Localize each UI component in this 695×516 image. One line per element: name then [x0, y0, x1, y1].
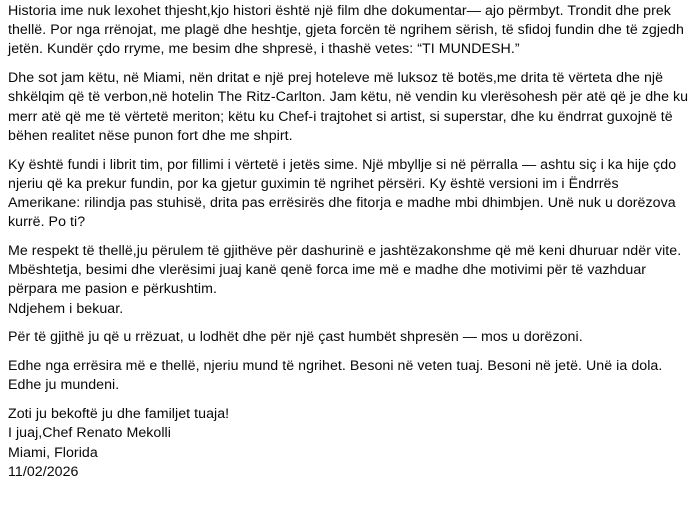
paragraph-line: Edhe nga errësira më e thellë, njeriu mund të ngrihet. Besoni në veten tuaj. Besoni në jetë. Unë ia dola. Edhe ju mundeni. — [8, 358, 663, 394]
signature-date: 11/02/2026 — [8, 463, 79, 480]
paragraph-signature — [8, 405, 689, 482]
paragraph-line: Dhe sot jam këtu, në Miami, nën dritat e një prej hoteleve më luksoz të botës,me drita të vërteta dhe një shkëlqim që të verbon,në hotelin The Ritz-Carlton. Jam këtu, në vendin ku vlerësohesh për atë që je dhe ku merr atë që me të vërtetë meriton; këtu ku Chef-i trajtohet si artist, si superstar, dhe ku ëndrrat guxojnë të bëhen realitet nëse punon fort dhe me shpirt. — [8, 70, 689, 144]
paragraph-line: Për të gjithë ju që u rrëzuat, u lodhët dhe për një çast humbët shpresën — mos u dorëzoni. — [8, 329, 583, 346]
paragraph-miami-ritz — [8, 69, 689, 146]
paragraph-end-of-book — [8, 156, 689, 233]
paragraph-line: Ky është fundi i librit tim, por fillimi i vërtetë i jetës sime. Një mbyllje si në përralla — ashtu siç i ka hije çdo njeriu që ka prekur fundin, por ka gjetur guximin të ngrihet përsëri. Ky është versioni im i Ëndrrës Amerikane: rilindja pas stuhisë, drita pas errësirës dhe fitorja e madhe mbi dhimbjen. Unë nuk u dorëzova kurrë. Po ti? — [8, 156, 677, 231]
paragraph-line: Ndjehem i bekuar. — [8, 300, 124, 317]
paragraph-line: Mbështetja, besimi dhe vlerësimi juaj kanë qenë forca ime më e madhe dhe motivimi për të vazhduar përpara me pasion e përkushtim. — [8, 262, 647, 298]
paragraph-line: Me respekt të thellë,ju përulem të gjithëve për dashurinë e jashtëzakonshme që më keni dhuruar ndër vite. — [8, 243, 682, 260]
paragraph-gratitude — [8, 242, 689, 319]
paragraph-encouragement — [8, 328, 689, 347]
paragraph-believe — [8, 357, 689, 395]
paragraph-line: Historia ime nuk lexohet thjesht,kjo histori është një film dhe dokumentar— ajo përmbyt. Trondit dhe prek thellë. Por nga rrënojat, me plagë dhe heshtje, gjeta forcën të ngrihem sërish, të sfidoj fundin dhe të zgjedh jetën. Kundër çdo rryme, me besim dhe shpresë, i thashë vetes: “TI MUNDESH.” — [8, 3, 684, 58]
signature-author: I juaj,Chef Renato Mekolli — [8, 425, 171, 442]
paragraph-story-intro — [8, 2, 689, 60]
signature-location: Miami, Florida — [8, 444, 98, 461]
signature-blessing: Zoti ju bekoftë ju dhe familjet tuaja! — [8, 406, 230, 423]
